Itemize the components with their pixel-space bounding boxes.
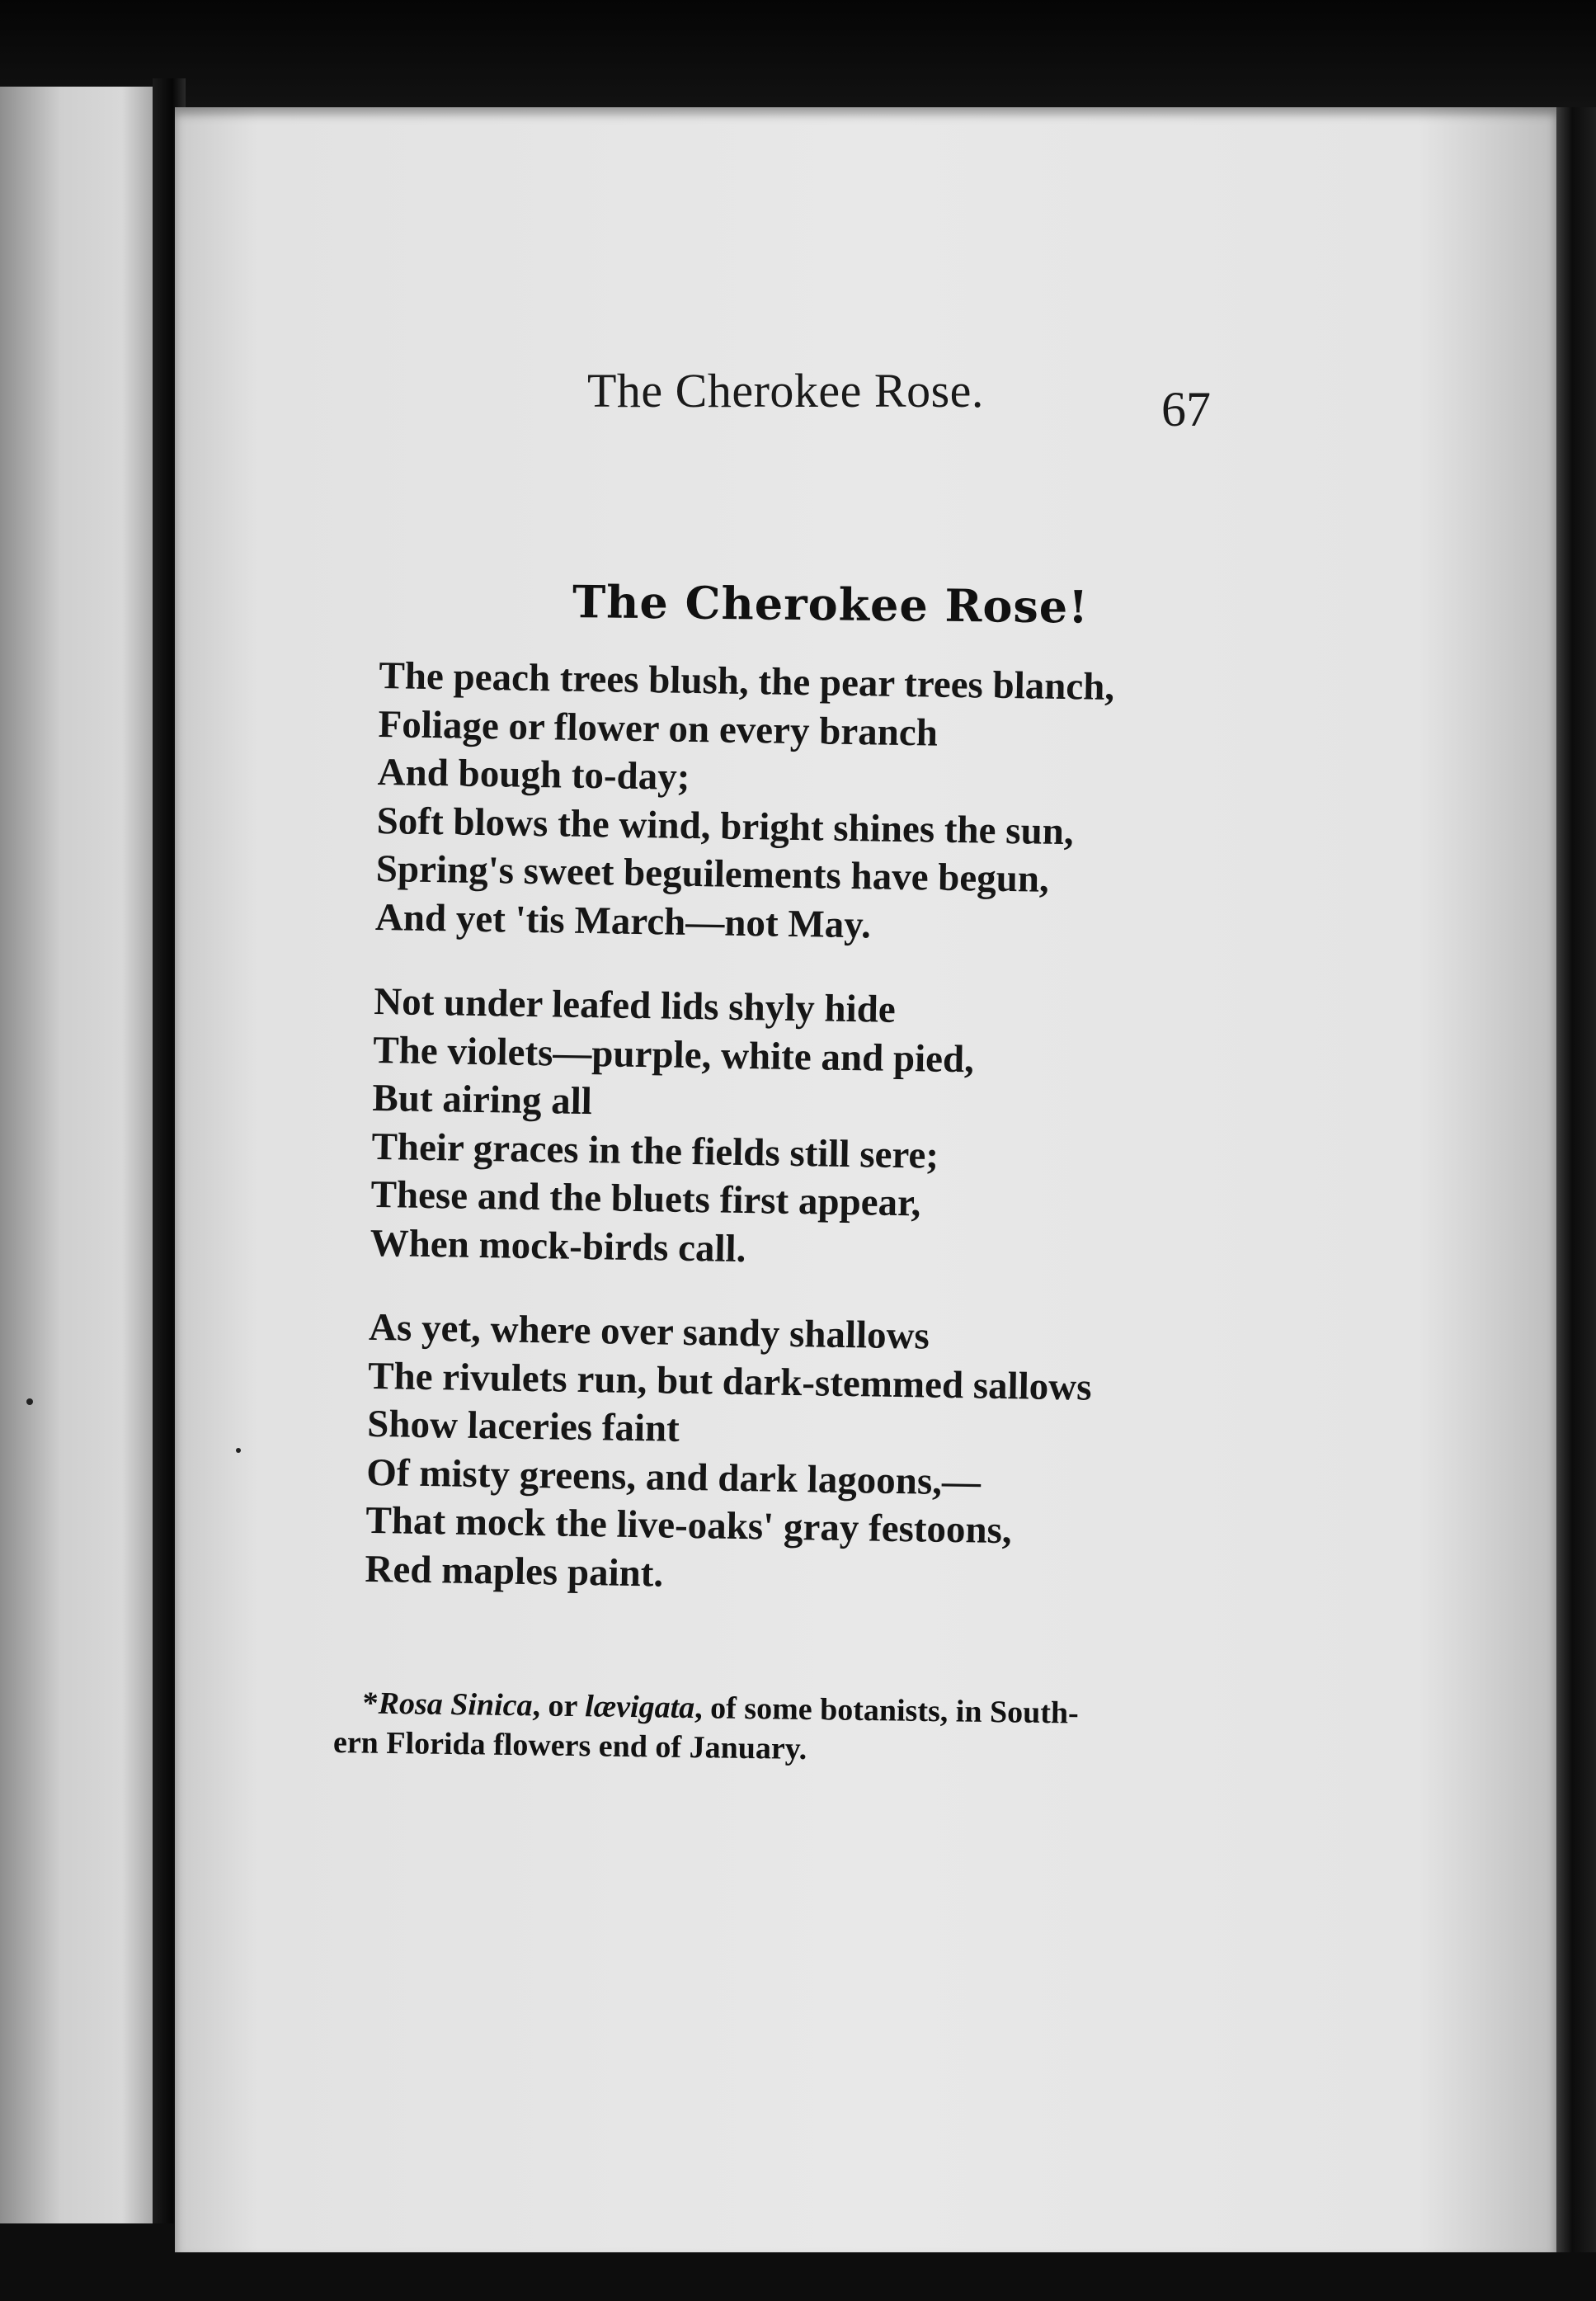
poem-line: The peach trees blush, the pear trees blanch, — [379, 653, 1115, 709]
poem-line: Foliage or flower on every branch — [378, 702, 939, 755]
poem-line: Spring's sweet beguilements have begun, — [375, 846, 1050, 901]
poem-line: The rivulets run, but dark-stemmed sallows — [367, 1354, 1092, 1409]
footnote — [333, 1683, 1184, 1774]
running-head: The Cherokee Rose. — [587, 364, 984, 417]
poem-line: But airing all — [372, 1076, 593, 1124]
poem-line: That mock the live-oaks' gray festoons, — [365, 1498, 1013, 1553]
page-number: 67 — [1161, 382, 1211, 436]
poem-line: And bough to-day; — [377, 750, 690, 799]
poem-line: Of misty greens, and dark lagoons,— — [365, 1450, 982, 1504]
footnote-alt-name: lævigata — [584, 1689, 695, 1726]
poem-line: And yet 'tis March—not May. — [374, 895, 872, 946]
stanza — [374, 652, 1220, 955]
poem-body — [364, 652, 1220, 1643]
scan-speck — [26, 1398, 33, 1405]
poem-line: When mock-birds call. — [370, 1221, 746, 1271]
poem-title: The Cherokee Rose! — [572, 575, 1090, 634]
poem-line: Soft blows the wind, bright shines the sun, — [376, 799, 1074, 853]
footnote-connector: , or — [532, 1688, 586, 1724]
poem-line: Red maples paint. — [365, 1547, 664, 1596]
scan-top-shadow — [0, 0, 1596, 124]
poem-line: Show laceries faint — [366, 1402, 680, 1450]
stanza — [370, 978, 1215, 1280]
page-right-edge — [1556, 107, 1596, 2252]
poem-line: As yet, where over sandy shallows — [368, 1305, 930, 1358]
facing-page-edge — [0, 87, 153, 2223]
stanza — [365, 1304, 1210, 1606]
footnote-text: , of some botanists, in South- — [694, 1690, 1080, 1731]
footnote-marker: * — [362, 1686, 379, 1721]
footnote-species: Rosa Sinica — [378, 1686, 533, 1723]
scan-speck — [236, 1448, 241, 1453]
poem-line: Their graces in the fields still sere; — [371, 1125, 939, 1177]
footnote-line: ern Florida flowers end of January. — [332, 1724, 807, 1767]
poem-line: These and the bluets first appear, — [370, 1172, 921, 1225]
poem-line: The violets—purple, white and pied, — [373, 1028, 975, 1081]
poem-line: Not under leafed lids shyly hide — [373, 979, 897, 1031]
